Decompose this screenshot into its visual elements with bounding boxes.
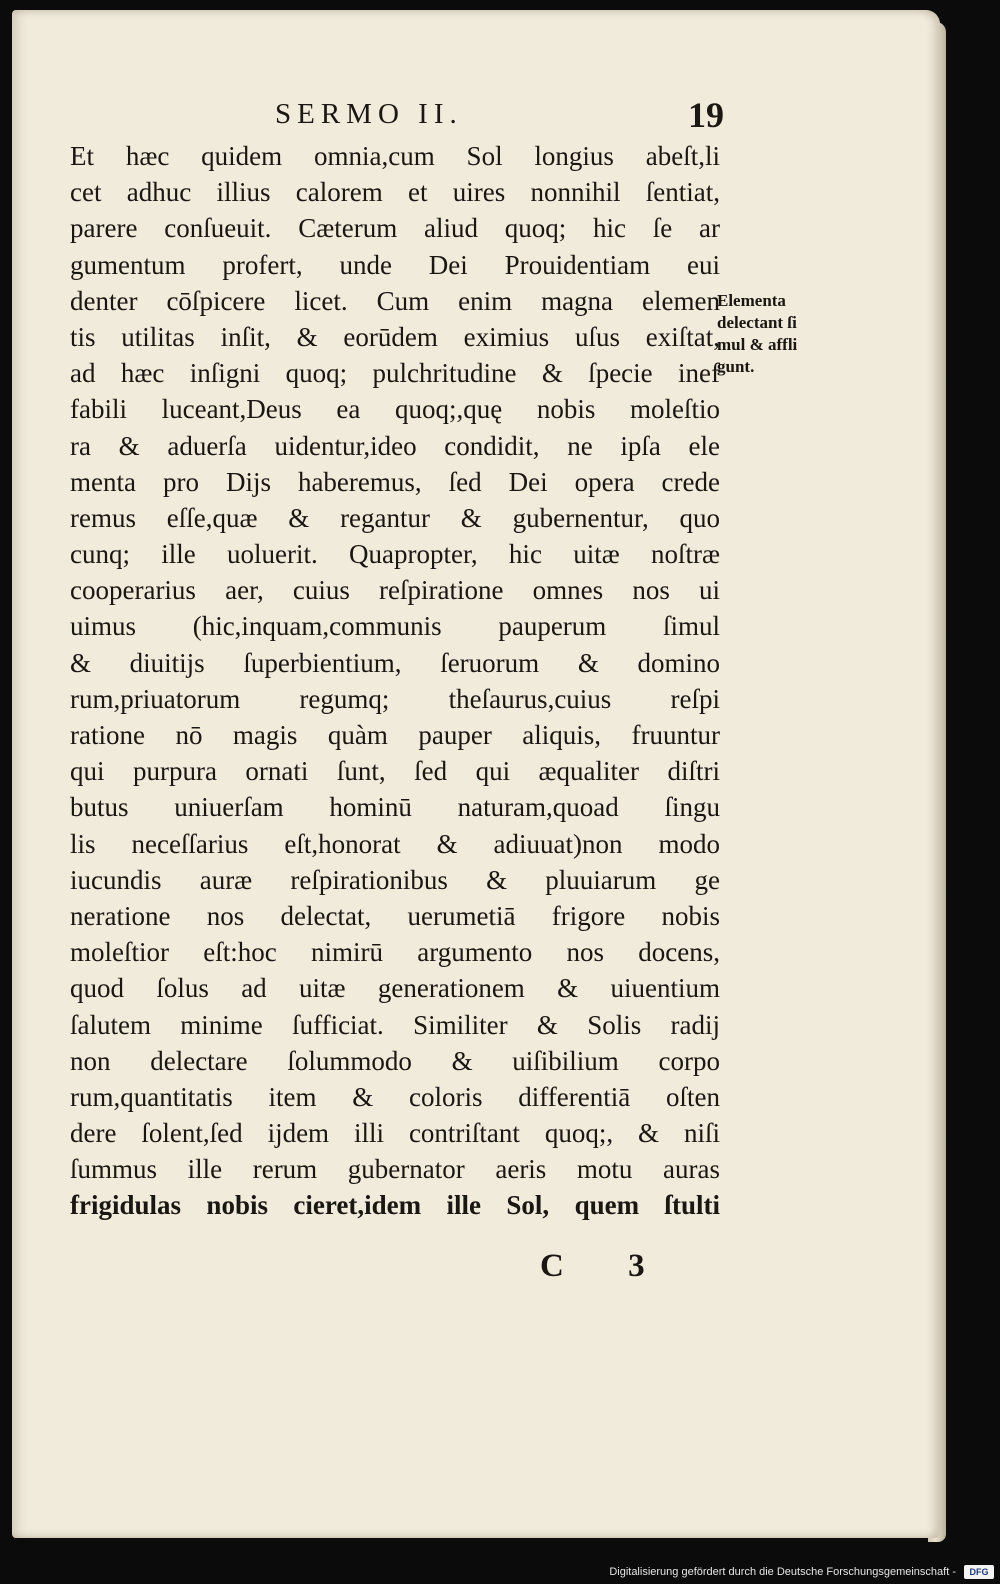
text-line: neratione nos delectat, uerumetiā frigore nobis (70, 900, 720, 931)
text-line: & diuitijs ſuperbientium, ſeruorum & domino (70, 647, 720, 678)
text-line: lis neceſſarius eſt,honorat & adiuuat)non modo (70, 828, 720, 859)
text-line: non delectare ſolummodo & uiſibilium corpo (70, 1045, 720, 1076)
running-head: SERMO II. (275, 98, 463, 130)
text-line: fabili luceant,Deus ea quoq;,quę nobis moleſtio (70, 394, 720, 425)
text-line: qui purpura ornati ſunt, ſed qui æqualiter diſtri (70, 756, 720, 787)
text-line: gumentum profert, unde Dei Prouidentiam eui (70, 249, 720, 280)
text-line: cooperarius aer, cuius reſpiratione omnes nos ui (70, 575, 720, 606)
signature-mark: C 3 (540, 1248, 673, 1284)
page-header (12, 90, 940, 140)
digitization-credit: Digitalisierung gefördert durch die Deutsche Forschungsgemeinschaft - (609, 1566, 956, 1578)
marginal-note (717, 290, 852, 378)
text-line: cet adhuc illius calorem et uires nonnihil ſentiat, (70, 177, 720, 208)
text-line: ad hæc inſigni quoq; pulchritudine & ſpecie inef (70, 358, 720, 389)
text-line: ra & aduerſa uidentur,ideo condidit, ne ipſa ele (70, 430, 720, 461)
text-line: Et hæc quidem omnia,cum Sol longius abeſt,li (70, 141, 720, 171)
text-line: remus eſſe,quæ & regantur & gubernentur, quo (70, 502, 720, 533)
text-line: iucundis auræ reſpirationibus & pluuiarum ge (70, 864, 720, 895)
marginal-note-line: delectant ſi (717, 313, 797, 332)
text-line: denter cōſpicere licet. Cum enim magna elemen (70, 285, 720, 316)
text-line: rum,quantitatis item & coloris differentiā oſten (70, 1081, 720, 1112)
marginal-note-line: Elementa (717, 291, 786, 310)
text-line: moleſtior eſt:hoc nimirū argumento nos docens, (70, 937, 720, 968)
page-number: 19 (688, 95, 724, 135)
text-line: ſalutem minime ſufficiat. Similiter & Solis radij (70, 1009, 720, 1040)
book-page (12, 10, 940, 1538)
text-line: parere conſueuit. Cæterum aliud quoq; hic ſe ar (70, 213, 720, 244)
text-line: rum,priuatorum regumq; theſaurus,cuius reſpi (70, 683, 720, 714)
text-line: quod ſolus ad uitæ generationem & uiuentium (70, 973, 720, 1004)
text-line: ſummus ille rerum gubernator aeris motu auras (70, 1154, 720, 1185)
body-text (70, 138, 720, 1224)
marginal-note-line: mul & affli (717, 335, 798, 354)
text-line: uimus (hic,inquam,communis pauperum ſimul (70, 611, 720, 642)
dfg-logo: DFG (964, 1565, 994, 1579)
text-line: cunq; ille uoluerit. Quapropter, hic uitæ noſtræ (70, 539, 720, 570)
text-line: ratione nō magis quàm pauper aliquis, fruuntur (70, 720, 720, 750)
text-line: tis utilitas inſit, & eorūdem eximius uſus exiſtat, (70, 321, 720, 352)
text-line: butus uniuerſam hominū naturam,quoad ſingu (70, 792, 720, 823)
text-line: menta pro Dijs haberemus, ſed Dei opera crede (70, 466, 720, 497)
text-line: frigidulas nobis cieret,idem ille Sol, quem ſtulti (70, 1190, 720, 1221)
text-line: dere ſolent,ſed ijdem illi contriſtant quoq;, & niſi (70, 1118, 720, 1149)
marginal-note-line: gunt. (717, 357, 755, 376)
